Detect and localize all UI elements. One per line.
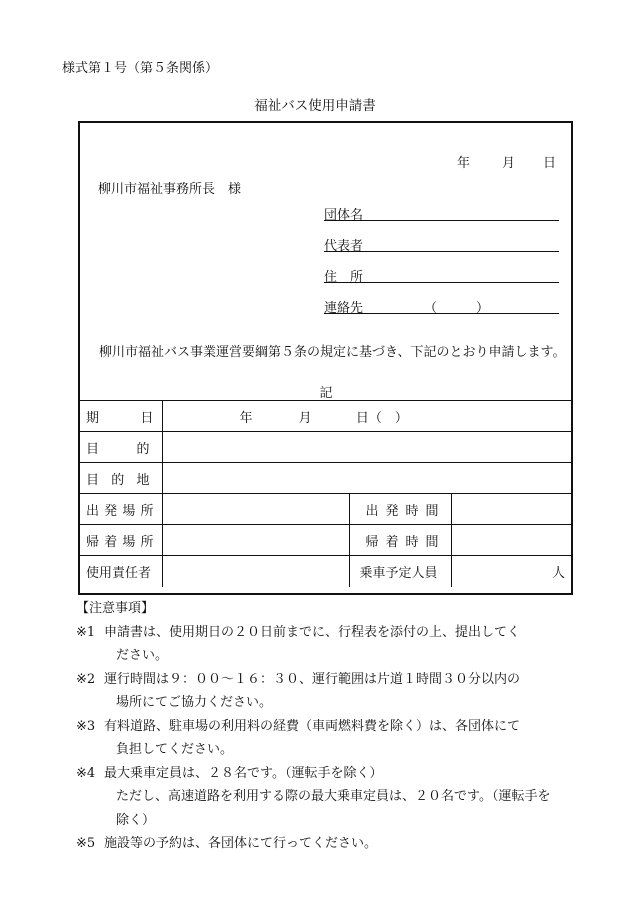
- date-month-label: 月: [502, 156, 516, 171]
- departure-place-label: 出発場所: [78, 494, 162, 525]
- return-place-cell[interactable]: [162, 525, 349, 556]
- note-line: ださい。: [116, 648, 169, 663]
- document-title: 福祉バス使用申請書: [254, 98, 376, 114]
- addressee: 柳川市福祉事務所長 様: [98, 182, 242, 197]
- note-mark: ※3: [76, 718, 96, 734]
- address-field[interactable]: [324, 282, 559, 283]
- notes-heading: 【注意事項】: [76, 601, 155, 616]
- date-year-label: 年: [457, 156, 471, 171]
- representative-label: 代表者: [324, 239, 364, 254]
- contact-label: 連絡先: [324, 301, 364, 316]
- departure-time-label: 出発時間: [349, 494, 451, 525]
- note-line: 場所にてご協力ください。: [116, 695, 273, 710]
- contact-phone-parens: （ ）: [424, 301, 490, 316]
- note-line: 施設等の予約は、各団体にて行ってください。: [104, 836, 378, 851]
- table-row: [78, 556, 573, 587]
- organization-name-field[interactable]: [324, 220, 559, 221]
- representative-field[interactable]: [324, 251, 559, 252]
- table-row: [78, 401, 573, 432]
- purpose-value-cell[interactable]: [162, 432, 573, 463]
- responsible-person-cell[interactable]: [162, 556, 349, 587]
- note-mark: ※4: [76, 765, 96, 781]
- note-line: 有料道路、駐車場の利用料の経費（車両燃料費を除く）は、各団体にて: [104, 718, 521, 734]
- departure-time-cell[interactable]: [451, 494, 573, 525]
- note-item: [76, 621, 576, 668]
- purpose-label: 目的: [78, 432, 162, 463]
- passenger-count-label: 乗車予定人員: [349, 556, 451, 587]
- note-line: 最大乗車定員は、２８名です。（運転手を除く）: [104, 765, 383, 781]
- note-line: 申請書は、使用期日の２０日前までに、行程表を添付の上、提出してく: [104, 624, 521, 640]
- date-label: 期日: [78, 401, 162, 432]
- return-place-label: 帰着場所: [78, 525, 162, 556]
- table-row: [78, 432, 573, 463]
- organization-name-label: 団体名: [324, 208, 364, 223]
- note-line: 運行時間は９：００～１６：３０、運行範囲は片道１時間３０分以内の: [104, 671, 521, 687]
- departure-place-cell[interactable]: [162, 494, 349, 525]
- note-item: [76, 762, 576, 833]
- table-row: [78, 463, 573, 494]
- address-label: 住 所: [324, 270, 364, 285]
- ki-label: 記: [319, 386, 333, 401]
- contact-field[interactable]: [324, 313, 559, 314]
- use-date-month: 月: [298, 410, 312, 426]
- destination-label: 目的地: [78, 463, 162, 494]
- return-time-label: 帰着時間: [349, 525, 451, 556]
- destination-value-cell[interactable]: [162, 463, 573, 494]
- note-item: [76, 715, 576, 762]
- form-number: 様式第１号（第５条関係）: [62, 61, 219, 76]
- note-mark: ※1: [76, 624, 96, 640]
- note-mark: ※2: [76, 671, 96, 687]
- passenger-count-cell[interactable]: [451, 556, 573, 587]
- date-value-cell[interactable]: [162, 401, 573, 432]
- note-item: [76, 832, 576, 856]
- application-statement: [86, 342, 570, 364]
- note-line: ただし、高速道路を利用する際の最大乗車定員は、２０名です。（運転手を: [116, 789, 551, 804]
- detail-table: [78, 400, 573, 587]
- note-mark: ※5: [76, 836, 96, 851]
- date-day-label: 日: [543, 156, 557, 171]
- responsible-person-label: 使用責任者: [78, 556, 162, 587]
- note-item: [76, 668, 576, 715]
- use-date-day: 日（ ）: [355, 410, 408, 426]
- use-date-year: 年: [239, 410, 253, 426]
- notes-section: [76, 597, 576, 856]
- table-row: [78, 494, 573, 525]
- table-row: [78, 525, 573, 556]
- return-time-cell[interactable]: [451, 525, 573, 556]
- statement-text: 柳川市福祉バス事業運営要綱第５条の規定に基づき、下記のとおり申請します。: [99, 345, 566, 360]
- note-line: 除く）: [116, 812, 156, 828]
- note-line: 負担してください。: [116, 742, 234, 757]
- passenger-unit: 人: [551, 565, 565, 581]
